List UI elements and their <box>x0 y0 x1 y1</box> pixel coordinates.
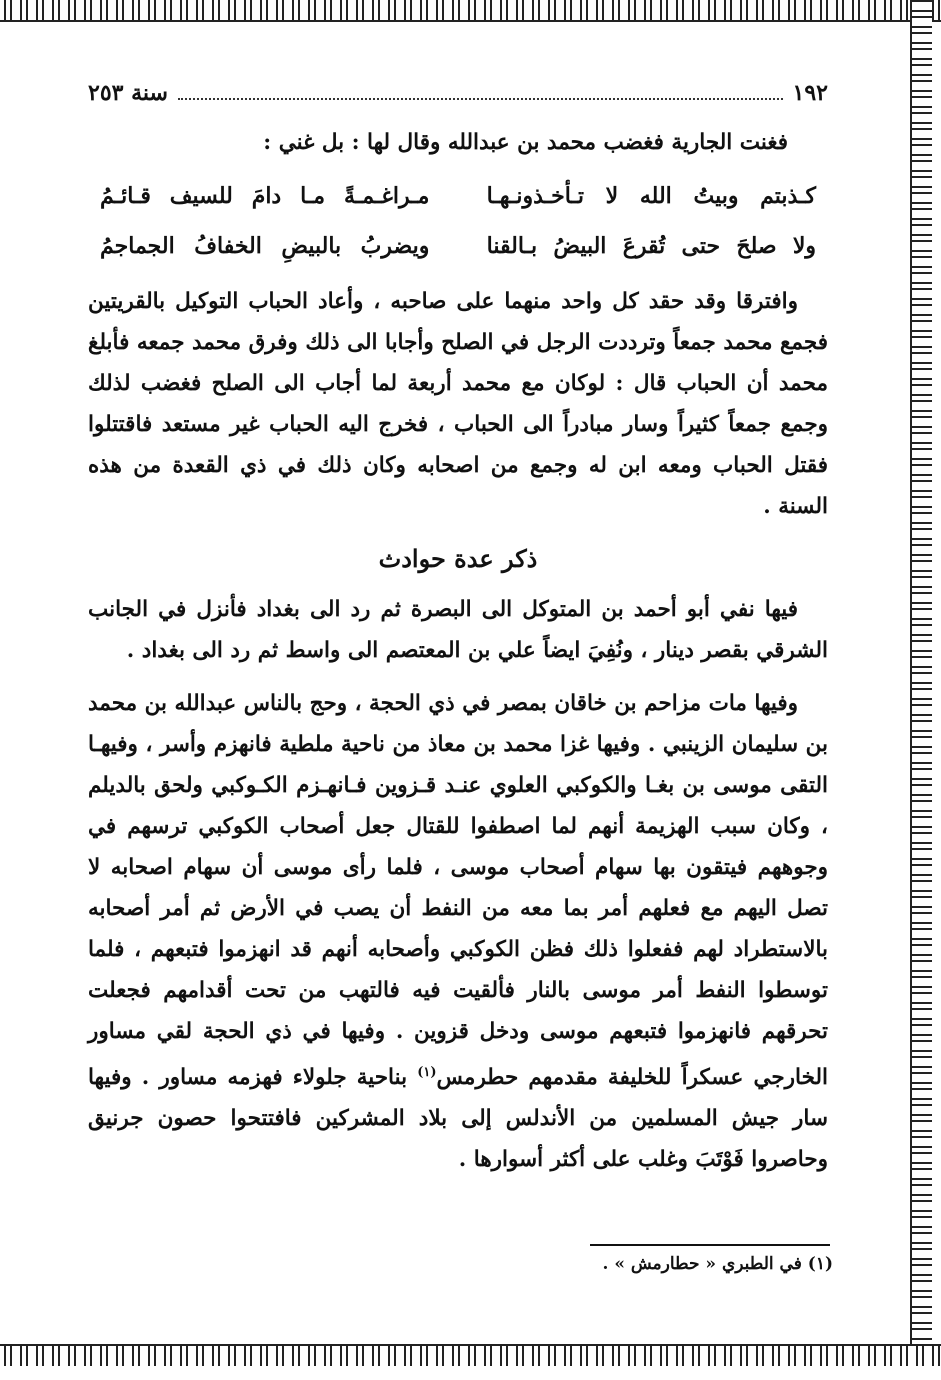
running-head <box>88 80 828 120</box>
paragraph-1: وافترقا وقد حقد كل واحد منهما على صاحبه ، وأعاد الحباب التوكيل بالقريتين فجمع محمد جمعاً وترددت الرجل في الصلح وأجابا الى ذلك وفرق محمد جمعه فأبلغ محمد أن الحباب قال : لوكان مع محمد أربعة لما أجاب الى الصلح فغضب لذلك وجمع جمعاً كثيراً وسار مبادراً الى الحباب ، فخرج اليه الحباب غير مستعد فاقتتلوا فقتل الحباب ومعه ابن له وجمع من اصحابه وكان ذلك في ذي القعدة من هذه السنة . <box>88 289 828 519</box>
header-dotted-rule <box>178 84 783 100</box>
paragraph-spacer <box>88 671 828 683</box>
poem-verse-2-second-hemistich: ويضربُ بالبيضِ الخفافُ الجماجمُ <box>100 233 430 259</box>
paragraph-3 <box>88 683 828 1180</box>
footnote-marker: (١) <box>417 1065 437 1080</box>
poem-verse-1-first-hemistich: كـذبتم وبيتُ الله لا تـأخـذونـهـا <box>486 183 816 209</box>
poem-verse-1-second-hemistich: مـراغـمـةً مـا دامَ للسيف قـائـمُ <box>100 183 430 209</box>
paragraph-3-end: بناحية جلولاء فهزمه مساور . وفيها سار جيش المسلمين من الأندلس إلى بلاد المشركين فافتتحوا حصون جرنيق وحاصروا فَوْتَبَ وغلب على أكثر أسوارها . <box>88 1065 828 1173</box>
poem-verse-1 <box>88 171 828 221</box>
section-title: ذكر عدة حوادث <box>378 544 538 573</box>
page-body <box>88 80 828 1180</box>
decorative-border-right <box>910 0 932 1366</box>
paragraph-2: فيها نفي أبو أحمد بن المتوكل الى البصرة ثم رد الى بغداد فأنزل في الجانب الشرقي بقصر دينار ، ونُفِيَ ايضاً علي بن المعتصم الى واسط ثم رد الى بغداد . <box>88 597 828 663</box>
paragraph-3-text: وفيها مات مزاحم بن خاقان بمصر في ذي الحجة ، وحج بالناس عبدالله بن محمد بن سليمان الزينبي . وفيها غزا محمد بن معاذ من ناحية ملطية فانهزم وأسر ، وفيهـا التقى موسى بن بغـا والكوكبي العلوي عنـد قـزوين فـانهـزم الكـوكبي ولحق بالديلم ، وكان سبب الهزيمة أنهم لما اصطفوا للقتال جعل أصحاب الكوكبي ترسهم في وجوههم فيتقون بها سهام أصحاب موسى ، فلما رأى موسى أن سهام اصحابه لا تصل اليهم مع فعلهم أمر بما معه من النفط أن يصب في الأرض ثم أمر أصحابه بالاستطراد لهم ففعلوا ذلك فظن الكوكبي وأصحابه أنهم قد انهزموا فتبعهم ، فلما توسطوا النفط أمر موسى بالنار فألقيت فيه فالتهب من تحت أقدامهم فجعلت تحرقهم فانهزموا فتبعهم موسى ودخل قزوين . وفيها في ذي الحجة لقي مساور الخارجي عسكراً للخليفة مقدمهم حطرمس <box>88 691 828 1091</box>
decorative-border-top <box>0 0 941 22</box>
footnote: (١) في الطبري « حطارمش » . <box>602 1254 833 1274</box>
year-label: سنة ٢٥٣ <box>88 80 168 106</box>
poem <box>88 171 828 271</box>
page-number: ١٩٢ <box>792 80 828 106</box>
footnote-rule <box>590 1244 830 1246</box>
decorative-border-bottom <box>0 1344 941 1366</box>
poem-verse-2 <box>88 221 828 271</box>
poem-verse-2-first-hemistich: ولا صلحَ حتى تُقرعَ البيضُ بـالقنا <box>486 233 816 259</box>
intro-line: فغنت الجارية فغضب محمد بن عبدالله وقال لها : بل غني : <box>263 130 788 155</box>
